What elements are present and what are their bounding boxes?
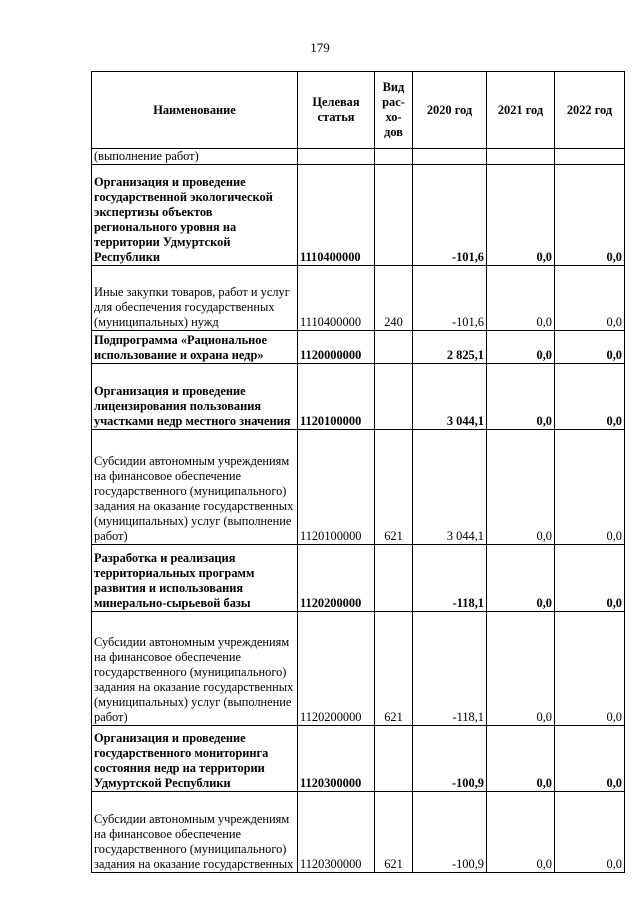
row-name: Иные закупки товаров, работ и услуг для обеспечения государственных (муниципальных) нужд bbox=[92, 266, 298, 331]
row-target: 1120100000 bbox=[298, 364, 375, 430]
row-2022: 0,0 bbox=[555, 612, 625, 726]
row-2021: 0,0 bbox=[487, 364, 555, 430]
header-2021: 2021 год bbox=[487, 72, 555, 149]
row-target: 1120100000 bbox=[298, 430, 375, 545]
row-2022: 0,0 bbox=[555, 430, 625, 545]
row-2022: 0,0 bbox=[555, 364, 625, 430]
header-expense: Вид рас-хо-дов bbox=[375, 72, 413, 149]
row-target: 1120300000 bbox=[298, 792, 375, 873]
budget-table bbox=[91, 71, 625, 873]
row-target: 1110400000 bbox=[298, 266, 375, 331]
row-name: Субсидии автономным учреждениям на финансовое обеспечение государственного (муниципального) задания на оказание государственных (муниципальных) услуг (выполнение работ) bbox=[92, 612, 298, 726]
row-2022: 0,0 bbox=[555, 331, 625, 364]
table-row bbox=[92, 792, 625, 873]
table-row bbox=[92, 430, 625, 545]
row-expense bbox=[375, 726, 413, 792]
row-name: Подпрограмма «Рациональное использование и охрана недр» bbox=[92, 331, 298, 364]
row-2020: -101,6 bbox=[413, 266, 487, 331]
header-target: Целевая статья bbox=[298, 72, 375, 149]
row-target: 1120000000 bbox=[298, 331, 375, 364]
row-expense bbox=[375, 331, 413, 364]
table-row bbox=[92, 331, 625, 364]
table-row bbox=[92, 726, 625, 792]
row-2021: 0,0 bbox=[487, 266, 555, 331]
row-2022: 0,0 bbox=[555, 545, 625, 612]
row-2022: 0,0 bbox=[555, 726, 625, 792]
row-2020: -100,9 bbox=[413, 726, 487, 792]
row-2021: 0,0 bbox=[487, 331, 555, 364]
row-target: 1120200000 bbox=[298, 612, 375, 726]
table-header-row bbox=[92, 72, 625, 149]
row-2020: 3 044,1 bbox=[413, 430, 487, 545]
row-target: 1120300000 bbox=[298, 726, 375, 792]
table-row bbox=[92, 266, 625, 331]
row-2020: 3 044,1 bbox=[413, 364, 487, 430]
row-name: Организация и проведение лицензирования пользования участками недр местного значения bbox=[92, 364, 298, 430]
row-2020 bbox=[413, 149, 487, 165]
row-name: Субсидии автономным учреждениям на финансовое обеспечение государственного (муниципального) задания на оказание государственных (муниципальных) услуг (выполнение работ) bbox=[92, 430, 298, 545]
table-row bbox=[92, 364, 625, 430]
row-2020: -100,9 bbox=[413, 792, 487, 873]
header-name: Наименование bbox=[92, 72, 298, 149]
header-2020: 2020 год bbox=[413, 72, 487, 149]
row-expense bbox=[375, 165, 413, 266]
row-expense bbox=[375, 149, 413, 165]
row-expense: 621 bbox=[375, 792, 413, 873]
row-expense: 240 bbox=[375, 266, 413, 331]
table-row bbox=[92, 165, 625, 266]
row-2020: -118,1 bbox=[413, 545, 487, 612]
row-2021: 0,0 bbox=[487, 792, 555, 873]
row-2022: 0,0 bbox=[555, 792, 625, 873]
row-target: 1120200000 bbox=[298, 545, 375, 612]
row-2021: 0,0 bbox=[487, 612, 555, 726]
page-number: 179 bbox=[310, 40, 330, 55]
table-row bbox=[92, 612, 625, 726]
row-name: Организация и проведение государственного мониторинга состояния недр на территории Удмуртской Республики bbox=[92, 726, 298, 792]
row-2021 bbox=[487, 149, 555, 165]
row-2021: 0,0 bbox=[487, 165, 555, 266]
row-name: Субсидии автономным учреждениям на финансовое обеспечение государственного (муниципального) задания на оказание государственных bbox=[92, 792, 298, 873]
row-2021: 0,0 bbox=[487, 726, 555, 792]
row-expense: 621 bbox=[375, 612, 413, 726]
header-2022: 2022 год bbox=[555, 72, 625, 149]
table-row bbox=[92, 149, 625, 165]
row-target bbox=[298, 149, 375, 165]
row-target: 1110400000 bbox=[298, 165, 375, 266]
row-2022: 0,0 bbox=[555, 266, 625, 331]
row-expense bbox=[375, 364, 413, 430]
row-2022: 0,0 bbox=[555, 165, 625, 266]
row-2021: 0,0 bbox=[487, 430, 555, 545]
row-2022 bbox=[555, 149, 625, 165]
row-expense: 621 bbox=[375, 430, 413, 545]
row-2021: 0,0 bbox=[487, 545, 555, 612]
row-2020: -118,1 bbox=[413, 612, 487, 726]
row-2020: 2 825,1 bbox=[413, 331, 487, 364]
table-row bbox=[92, 545, 625, 612]
row-name: (выполнение работ) bbox=[92, 149, 298, 165]
row-2020: -101,6 bbox=[413, 165, 487, 266]
row-name: Разработка и реализация территориальных программ развития и использования минерально-сырьевой базы bbox=[92, 545, 298, 612]
row-name: Организация и проведение государственной экологической экспертизы объектов регионального уровня на территории Удмуртской Республики bbox=[92, 165, 298, 266]
row-expense bbox=[375, 545, 413, 612]
